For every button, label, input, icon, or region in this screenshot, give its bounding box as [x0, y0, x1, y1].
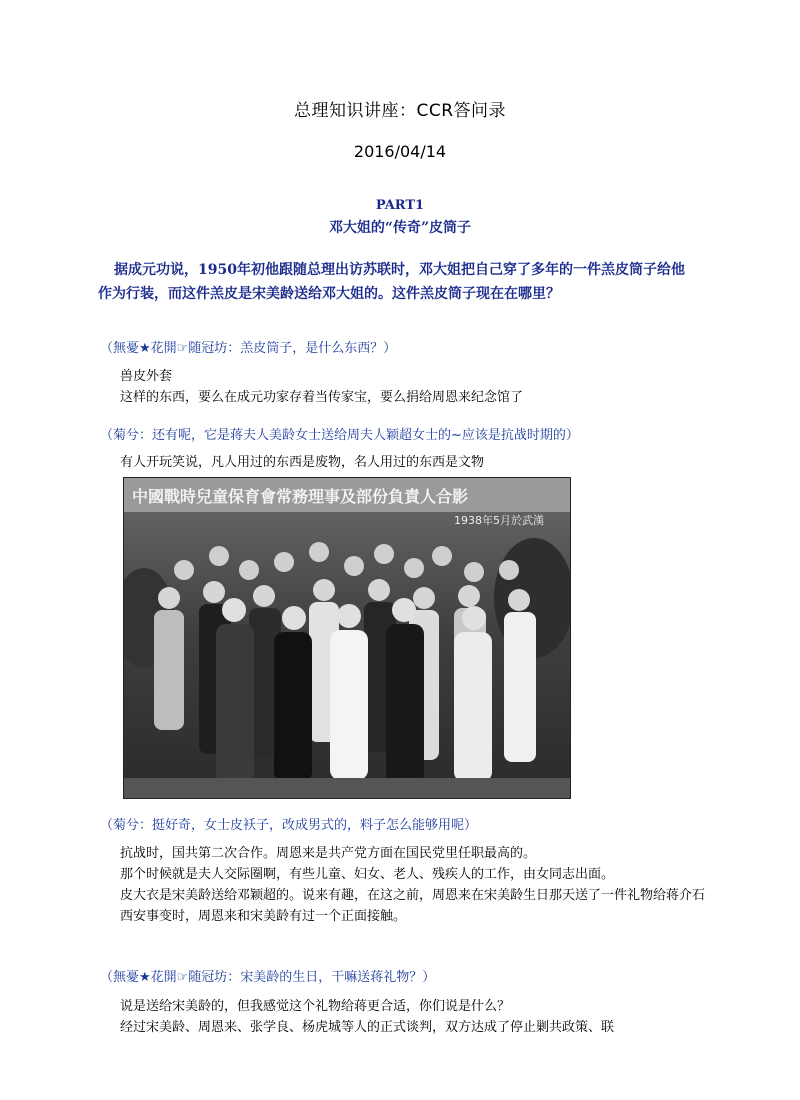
- question-2: （菊兮：还有呢，它是蒋夫人美龄女士送给周夫人颖超女士的~应该是抗战时期的）: [100, 428, 579, 443]
- part-heading: PART1: [375, 198, 425, 213]
- answer-block-4: [120, 996, 720, 1038]
- answer-block-2: [120, 452, 720, 473]
- document-date: 2016/04/14: [353, 142, 447, 161]
- answer-line: 那个时候就是夫人交际圈啊，有些儿童、妇女、老人、残疾人的工作，由女同志出面。: [120, 867, 615, 882]
- intro-question: 据成元功说，1950年初他跟随总理出访苏联时，邓大姐把自己穿了多年的一件羔皮筒子给他作为行装，而这件羔皮是宋美龄送给邓大姐的。这件羔皮筒子现在在哪里？: [98, 262, 685, 302]
- answer-line: 这样的东西，要么在成元功家存着当传家宝，要么捐给周恩来纪念馆了: [120, 390, 524, 405]
- question-4: （無憂★花開☞随冠坊：宋美龄的生日，干嘛送蒋礼物？）: [100, 970, 436, 985]
- answer-block-3: [120, 843, 720, 927]
- answer-line: 有人开玩笑说，凡人用过的东西是废物，名人用过的东西是文物: [120, 455, 485, 470]
- historical-group-photo: [123, 477, 571, 799]
- answer-line: 兽皮外套: [120, 369, 173, 384]
- answer-block-1: [120, 366, 720, 408]
- answer-line: 西安事变时，周恩来和宋美龄有过一个正面接触。: [120, 909, 407, 924]
- answer-line: 抗战时，国共第二次合作。周恩来是共产党方面在国民党里任职最高的。: [120, 846, 537, 861]
- photo-banner: 中國戰時兒童保育會常務理事及部份負責人合影: [132, 487, 469, 506]
- document-title: 总理知识讲座：CCR答问录: [293, 101, 507, 121]
- answer-line: 说是送给宋美龄的，但我感觉这个礼物给蒋更合适，你们说是什么？: [120, 999, 511, 1014]
- photo-year-caption: 1938年5月於武漢: [454, 514, 544, 527]
- question-1: （無憂★花開☞随冠坊：羔皮筒子，是什么东西？）: [100, 341, 397, 356]
- question-3: （菊兮：挺好奇，女士皮袄子，改成男式的，料子怎么能够用呢）: [100, 818, 478, 833]
- section-subtitle: 邓大姐的“传奇”皮筒子: [328, 220, 472, 236]
- answer-line: 经过宋美龄、周恩来、张学良、杨虎城等人的正式谈判，双方达成了停止剿共政策、联: [120, 1020, 615, 1035]
- answer-line: 皮大衣是宋美龄送给邓颖超的。说来有趣，在这之前，周恩来在宋美龄生日那天送了一件礼物给蒋介石: [120, 888, 706, 903]
